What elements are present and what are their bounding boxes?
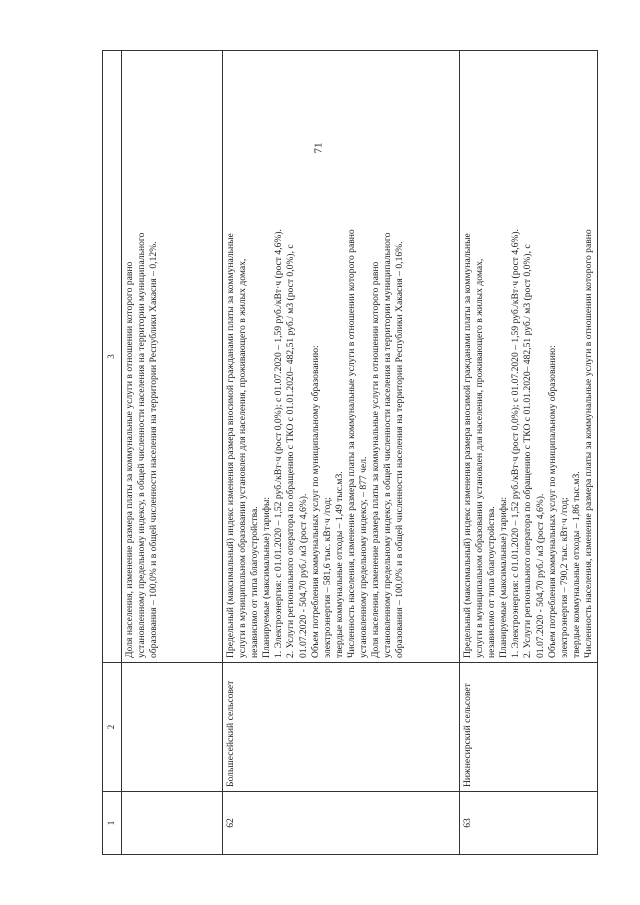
text-line: Объем потребления коммунальных услуг по муниципальному образованию: [546, 345, 558, 658]
text-line: услуги в муниципальном образовании установлен для населения, проживающего в жилых домах, [474, 258, 486, 658]
text-line: 1. Электроэнергия: с 01.01.2020 – 1,52 руб./кВт·ч (рост 0,0%); с 01.07.2020 – 1,59 руб./кВт·ч (рост 4,6%). [510, 229, 522, 658]
text-line: 01.07.2020 - 504,70 руб./ м3 (рост 4,6%). [297, 493, 309, 658]
row-number: 63 [460, 792, 598, 855]
text-line: 2. Услуги регионального оператора по обращению с ТКО с 01.01.2020– 482,51 руб./ м3 (рост 0,0%), с [285, 244, 297, 658]
rotated-page-content [102, 50, 594, 855]
row-description [122, 51, 223, 663]
text-line: независимо от типа благоустройства. [486, 506, 498, 658]
tariff-table [102, 50, 598, 855]
text-line: Планируемые (максимальные) тарифы: [261, 496, 273, 658]
text-line: электроэнергия – 581,6 тыс. кВт·ч /год; [321, 497, 333, 658]
page-number: 71 [312, 142, 325, 154]
text-line: электроэнергия – 790,2 тыс. кВт·ч /год; [558, 497, 570, 658]
text-line: установленному предельному индексу, – 877 чел. [358, 456, 370, 658]
text-line: Численность населения, изменение размера платы за коммунальные услуги в отношении которого равно [582, 229, 594, 658]
text-line: Доля населения, изменение размера платы за коммунальные услуги в отношении которого равно [124, 261, 135, 658]
text-line: установленному предельному индексу, в общей численности населения на территории муниципального [382, 232, 394, 658]
text-line: Объем потребления коммунальных услуг по муниципальному образованию: [309, 345, 321, 658]
text-line: 1. Электроэнергия: с 01.01.2020 – 1,52 руб./кВт·ч (рост 0,0%); с 01.07.2020 – 1,59 руб./кВт·ч (рост 4,6%). [273, 229, 285, 658]
text-line: Доля населения, изменение размера платы за коммунальные услуги в отношении которого равно [370, 261, 382, 658]
text-line: твердые коммунальные отходы – 1,86 тыс.м3. [570, 471, 582, 658]
municipality-name: Нижнесирский сельсовет [460, 663, 598, 792]
text-line: Предельный (максимальный) индекс изменения размера вносимой гражданами платы за коммунальные [462, 233, 473, 658]
municipality-name [122, 663, 223, 792]
row-description [460, 51, 598, 663]
table-row [460, 51, 598, 855]
text-line: 01.07.2020 - 504,70 руб./ м3 (рост 4,6%). [534, 493, 546, 658]
table-header-row [103, 51, 122, 855]
table-row [223, 51, 460, 855]
text-line: услуги в муниципальном образовании установлен для населения, проживающего в жилых домах, [237, 258, 249, 658]
text-line: 2. Услуги регионального оператора по обращению с ТКО с 01.01.2020– 482,51 руб./ м3 (рост 0,0%), с [522, 244, 534, 658]
row-description [223, 51, 460, 663]
header-col-1: 1 [103, 792, 122, 855]
row-number: 62 [223, 792, 460, 855]
header-col-2: 2 [103, 663, 122, 792]
row-number [122, 792, 223, 855]
text-line: твердые коммунальные отходы – 1,49 тыс.м3. [333, 471, 345, 658]
header-col-3: 3 [103, 51, 122, 663]
text-line: образования – 100,0% и в общей численности населения на территории Республики Хакасия – 0,16%. [394, 241, 406, 658]
text-line: независимо от типа благоустройства. [249, 506, 261, 658]
text-line: установленному предельному индексу, в общей численности населения на территории муниципального [136, 232, 148, 658]
municipality-name: Большесейский сельсовет [223, 663, 460, 792]
text-line: Численность населения, изменение размера платы за коммунальные услуги в отношении которого равно [345, 229, 357, 658]
text-line: Предельный (максимальный) индекс изменения размера вносимой гражданами платы за коммунальные [225, 233, 236, 658]
text-line: Планируемые (максимальные) тарифы: [498, 496, 510, 658]
text-line: образования – 100,0% и в общей численности населения на территории Республики Хакасия – 0,12%. [148, 241, 160, 658]
table-row [122, 51, 223, 855]
